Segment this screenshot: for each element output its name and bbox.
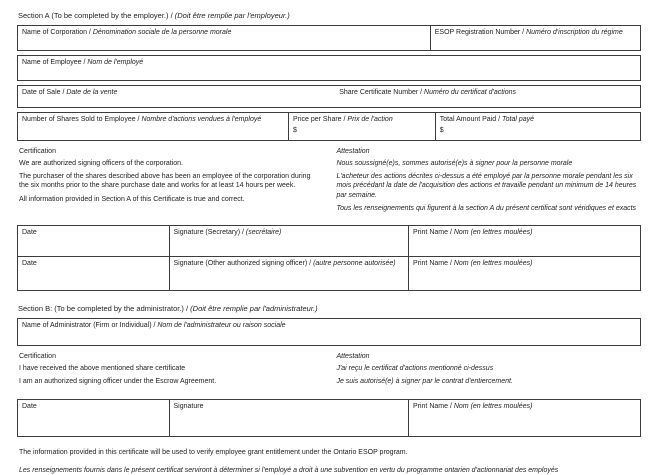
administrator-name-input[interactable]	[22, 331, 636, 343]
shares-sold-label-fr: Nombre d'actions vendues à l'employé	[141, 116, 262, 123]
date-label	[22, 403, 165, 412]
certificate-number-field	[335, 86, 640, 107]
print-name-label-en: Print Name /	[412, 402, 454, 410]
date-label	[22, 260, 165, 269]
shares-sold-field	[18, 113, 288, 140]
employee-name-label	[22, 59, 636, 68]
footer-note-en: The information provided in this certificate will be used to verify employee grant entitlement under the Ontario ESOP program.	[19, 448, 408, 456]
date-field	[18, 226, 169, 256]
signature-label-en: Signature	[173, 402, 204, 410]
attestation-b-heading: Attestation	[336, 353, 370, 361]
signature-field	[169, 257, 408, 290]
signature-label-fr: (autre personne autorisée)	[313, 260, 396, 268]
employee-name-label-en: Name of Employee /	[22, 59, 88, 66]
total-paid-input[interactable]	[440, 134, 636, 138]
signature-label-en: Signature (Secretary) /	[173, 229, 246, 237]
date-of-sale-label-en: Date of Sale /	[22, 89, 67, 96]
total-paid-label-en: Total Amount Paid /	[439, 116, 502, 123]
price-per-share-field	[288, 113, 435, 140]
certification-a-column	[19, 148, 322, 217]
attestation-b-column	[336, 353, 639, 390]
price-currency-symbol: $	[292, 126, 297, 134]
attestation-a-p2: L'acheteur des actions décrites ci-dessus a été employé par la personne morale pendant les six mois précédant la date de l'acquisition des actions et travaille pendant un minimum de 14 heures par semaine.	[336, 173, 637, 199]
section-b-heading-en: Section B: (To be completed by the administrator.) /	[18, 304, 191, 314]
date-label	[22, 229, 165, 238]
signature-row-other-officer	[18, 256, 640, 290]
print-name-label-fr: Nom (en lettres moulées)	[453, 260, 533, 268]
total-paid-label-fr: Total payé	[501, 116, 535, 123]
section-b-heading	[18, 304, 641, 313]
shares-price-total-row	[17, 112, 641, 141]
print-name-label-en: Print Name /	[412, 260, 454, 268]
signature-label	[174, 403, 404, 412]
attestation-b-p1: J'ai reçu le certificat d'actions mentionné ci-dessus	[336, 365, 494, 373]
esop-number-input[interactable]	[435, 38, 636, 48]
employee-row	[17, 55, 641, 81]
administrator-name-label	[22, 322, 636, 331]
date-label-en: Date	[22, 260, 37, 268]
certification-a-heading: Certification	[19, 148, 56, 155]
print-name-field	[408, 226, 640, 256]
print-name-field	[408, 257, 640, 290]
officer-print-name-input[interactable]	[413, 269, 636, 288]
signature-field	[169, 226, 408, 256]
employee-name-input[interactable]	[22, 68, 636, 78]
section-b-certification-block	[19, 353, 639, 390]
print-name-label-fr: Nom (en lettres moulées)	[453, 402, 533, 410]
certification-a-p3: All information provided in Section A of this Certificate is true and correct.	[19, 195, 245, 203]
price-per-share-label-fr: Prix de l'action	[347, 116, 393, 123]
price-per-share-label	[293, 116, 431, 125]
date-field	[18, 257, 169, 290]
footer-note-fr: Les renseignements fournis dans le présent certificat serviront à déterminer si l'employé a droit à une subvention en vertu du programme ontarien d'actionnariat des employés	[19, 466, 559, 474]
certification-b-p2: I am an authorized signing officer under the Escrow Agreement.	[19, 378, 217, 386]
signature-label	[174, 229, 404, 238]
officer-signature-input[interactable]	[174, 269, 404, 288]
signature-label-fr: (secrétaire)	[245, 229, 282, 237]
administrator-name-label-fr: Nom de l'administrateur ou raison sociale	[157, 322, 286, 330]
print-name-label-en: Print Name /	[412, 229, 454, 237]
section-a-heading	[18, 11, 641, 20]
employee-name-field	[18, 56, 640, 80]
date-field	[18, 400, 169, 436]
date-of-sale-field	[18, 86, 335, 107]
date-label-en: Date	[22, 229, 37, 237]
esop-number-label	[435, 29, 636, 38]
signature-field	[169, 400, 408, 436]
section-a-heading-en: Section A (To be completed by the employer.) /	[18, 11, 175, 20]
print-name-label-fr: Nom (en lettres moulées)	[453, 229, 533, 237]
attestation-b-p2: Je suis autorisé(e) à signer par le contrat d'entiercement.	[336, 378, 513, 386]
section-a-certification-block	[19, 148, 639, 217]
certificate-number-label	[339, 89, 636, 98]
certificate-number-input[interactable]	[339, 98, 636, 105]
esop-number-label-en: ESOP Registration Number /	[434, 29, 527, 36]
officer-date-input[interactable]	[22, 269, 165, 288]
price-per-share-input[interactable]	[293, 134, 431, 138]
administrator-name-field	[18, 319, 640, 345]
certification-b-column	[19, 353, 322, 390]
section-b-signature-table	[17, 399, 641, 437]
attestation-a-column	[336, 148, 639, 217]
employee-name-label-fr: Nom de l'employé	[87, 59, 144, 66]
signature-label-en: Signature (Other authorized signing officer) /	[173, 260, 314, 268]
certification-a-p1: We are authorized signing officers of the corporation.	[19, 160, 183, 167]
administrator-row	[17, 318, 641, 346]
date-of-sale-label-fr: Date de la vente	[66, 89, 118, 96]
date-certificate-row	[17, 85, 641, 108]
total-currency-symbol: $	[439, 126, 444, 134]
shares-sold-label-en: Number of Shares Sold to Employee /	[22, 116, 142, 123]
footer-notes	[19, 448, 639, 475]
print-name-label	[413, 260, 636, 269]
shares-sold-input[interactable]	[22, 125, 284, 138]
corporation-esop-row	[17, 25, 641, 51]
certification-b-p1: I have received the above mentioned share certificate	[19, 365, 186, 373]
total-paid-field	[435, 113, 640, 140]
shares-sold-label	[22, 116, 284, 125]
corporation-name-label-fr: Dénomination sociale de la personne morale	[92, 29, 232, 36]
secretary-signature-input[interactable]	[174, 238, 404, 254]
total-paid-label	[440, 116, 636, 125]
print-name-label	[413, 229, 636, 238]
date-label-en: Date	[22, 402, 37, 410]
signature-row-administrator	[18, 400, 640, 436]
attestation-a-p3: Tous les renseignements qui figurent à la section A du présent certificat sont véridiques et exacts	[336, 204, 637, 212]
esop-number-field	[430, 26, 640, 50]
corporation-name-label	[22, 29, 426, 38]
certificate-number-label-en: Share Certificate Number /	[339, 89, 425, 96]
print-name-label	[413, 403, 636, 412]
corporation-name-input[interactable]	[22, 38, 426, 48]
date-of-sale-input[interactable]	[22, 98, 331, 105]
certification-a-p2: The purchaser of the shares described above has been an employee of the corporation during the six months prior to the share purchase date and works for at least 14 hours per week.	[19, 173, 311, 190]
esop-number-label-fr: Numéro d'inscription du régime	[526, 29, 623, 36]
attestation-a-heading: Attestation	[336, 148, 370, 155]
price-per-share-label-en: Price per Share /	[292, 116, 348, 123]
attestation-a-p1: Nous soussigné(e)s, sommes autorisé(e)s à signer pour la personne morale	[336, 160, 573, 167]
certification-b-heading: Certification	[19, 353, 56, 361]
secretary-date-input[interactable]	[22, 238, 165, 254]
corporation-name-label-en: Name of Corporation /	[22, 29, 93, 36]
certificate-number-label-fr: Numéro du certificat d'actions	[424, 89, 517, 96]
administrator-signature-input[interactable]	[174, 411, 404, 433]
date-of-sale-label	[22, 89, 331, 98]
section-a-heading-fr: (Doit être remplie par l'employeur.)	[174, 11, 290, 20]
section-a-signature-table	[17, 225, 641, 291]
administrator-print-name-input[interactable]	[413, 411, 636, 433]
administrator-date-input[interactable]	[22, 411, 165, 433]
secretary-print-name-input[interactable]	[413, 238, 636, 254]
section-b-heading-fr: (Doit être remplie par l'administrateur.)	[190, 304, 318, 314]
signature-label	[174, 260, 404, 269]
corporation-name-field	[18, 26, 430, 50]
signature-row-secretary	[18, 226, 640, 256]
administrator-name-label-en: Name of Administrator (Firm or Individual) /	[22, 322, 158, 330]
print-name-field	[408, 400, 640, 436]
